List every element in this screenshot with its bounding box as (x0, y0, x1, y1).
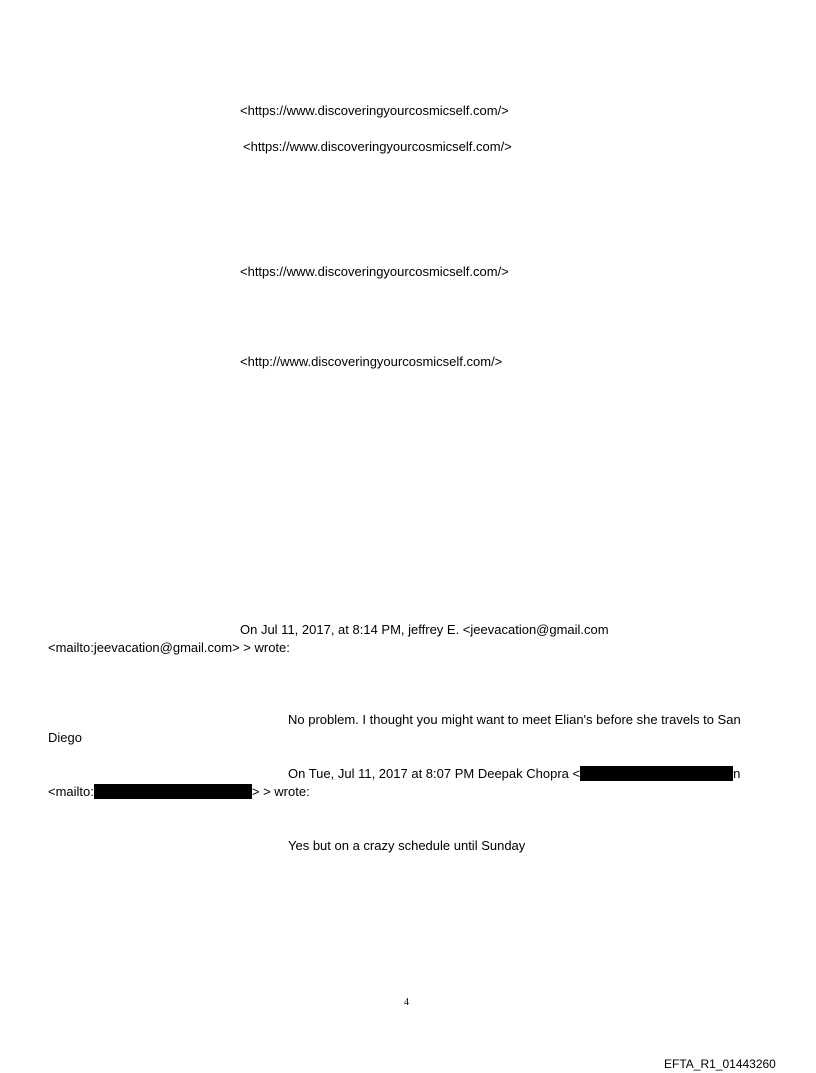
email-1-body-line-2: Diego (48, 730, 82, 745)
email-1-header-line-1: On Jul 11, 2017, at 8:14 PM, jeffrey E. <jeevacation@gmail.com (240, 622, 609, 637)
link-line-1: <https://www.discoveringyourcosmicself.com/> (240, 103, 509, 118)
document-id: EFTA_R1_01443260 (664, 1057, 776, 1071)
mailto-suffix: > > wrote: (251, 784, 310, 799)
link-line-4: <http://www.discoveringyourcosmicself.com/> (240, 354, 503, 369)
mailto-prefix: <mailto: (48, 784, 94, 799)
email-1-header-line-2: <mailto:jeevacation@gmail.com> > wrote: (48, 640, 290, 655)
page-number: 4 (404, 997, 409, 1008)
redaction-bar (94, 784, 252, 799)
email-2-header-text: On Tue, Jul 11, 2017 at 8:07 PM Deepak Chopra < (288, 766, 581, 781)
redaction-bar (580, 766, 733, 781)
email-2-header-line-2 (48, 784, 310, 800)
link-line-2: <https://www.discoveringyourcosmicself.com/> (243, 139, 512, 154)
email-2-header-tail: n (733, 766, 741, 781)
link-line-3: <https://www.discoveringyourcosmicself.com/> (240, 264, 509, 279)
email-2-body: Yes but on a crazy schedule until Sunday (288, 838, 526, 853)
email-1-body-line-1: No problem. I thought you might want to meet Elian's before she travels to San (288, 712, 741, 727)
email-2-header-line-1 (288, 766, 740, 782)
